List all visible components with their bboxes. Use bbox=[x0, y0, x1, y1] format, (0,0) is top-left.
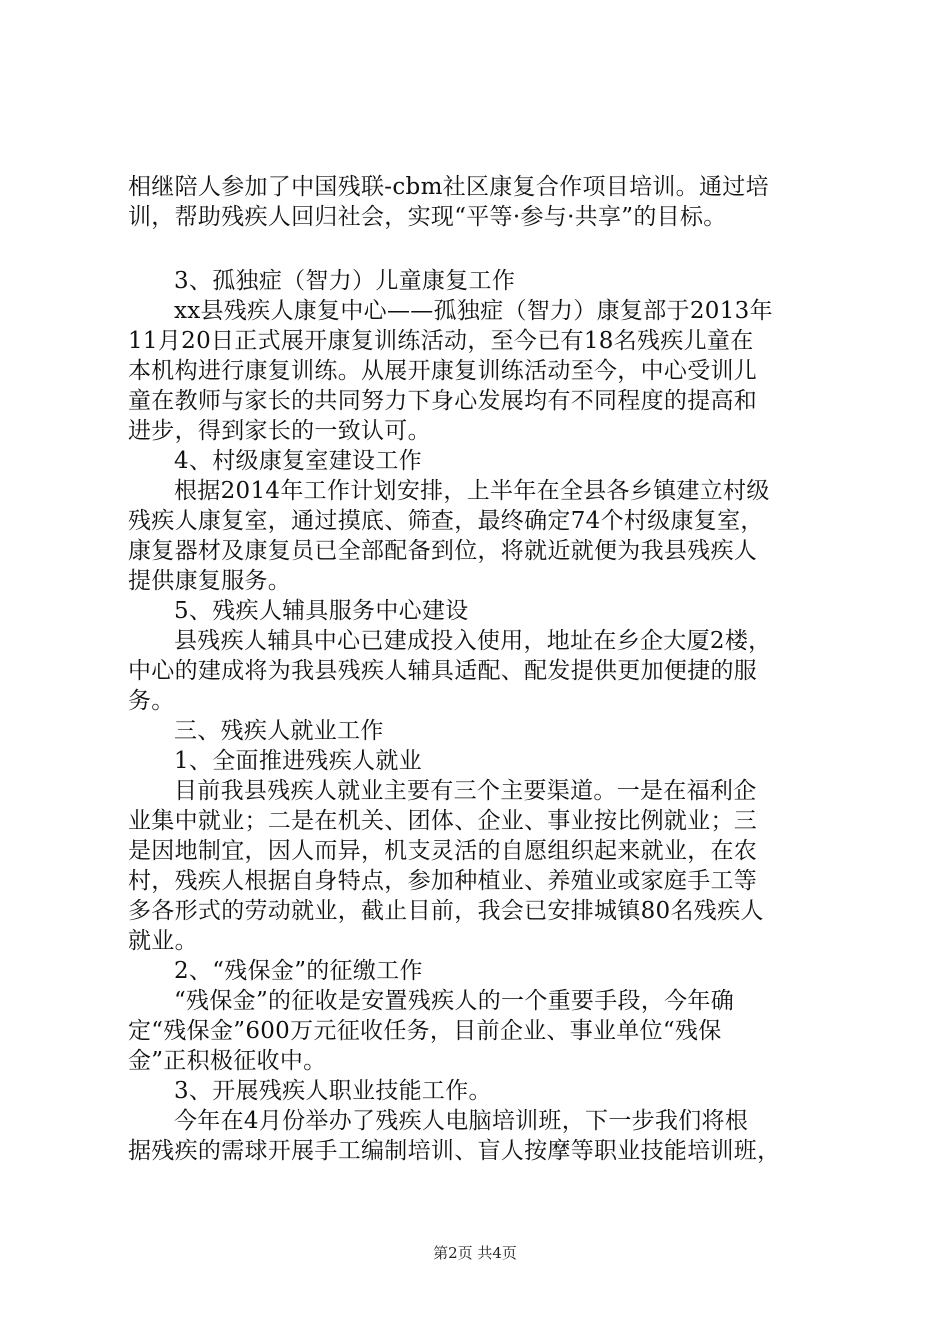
text-line: 今年在4月份举办了残疾人电脑培训班，下一步我们将根 bbox=[174, 1108, 749, 1134]
section-heading: 三、残疾人就业工作 bbox=[174, 718, 384, 744]
text-line: 提供康复服务。 bbox=[128, 568, 292, 594]
text-line: 是因地制宜，因人而异，机支灵活的自愿组织起来就业，在农 bbox=[128, 838, 758, 864]
text-line: 就业。 bbox=[128, 928, 198, 954]
section-heading: 4、村级康复室建设工作 bbox=[174, 448, 422, 474]
text-line: 目前我县残疾人就业主要有三个主要渠道。一是在福利企 bbox=[174, 778, 757, 804]
text-line: 根据2014年工作计划安排，上半年在全县各乡镇建立村级 bbox=[174, 478, 770, 504]
page-footer: 第2页 共4页 bbox=[433, 1244, 517, 1262]
section-heading: 3、开展残疾人职业技能工作。 bbox=[174, 1078, 492, 1104]
text-line: 残疾人康复室，通过摸底、筛查，最终确定74个村级康复室， bbox=[128, 508, 764, 534]
section-heading: 3、孤独症（智力）儿童康复工作 bbox=[174, 268, 516, 294]
text-line: 多各形式的劳动就业，截止目前，我会已安排城镇80名残疾人 bbox=[128, 898, 764, 924]
section-heading: 2、“残保金”的征缴工作 bbox=[174, 958, 423, 984]
text-line: 11月20日正式展开康复训练活动，至今已有18名残疾儿童在 bbox=[128, 328, 754, 354]
text-line: 据残疾的需球开展手工编制培训、盲人按摩等职业技能培训班， bbox=[128, 1138, 781, 1164]
text-line: 童在教师与家长的共同努力下身心发展均有不同程度的提高和 bbox=[128, 388, 758, 414]
text-line: 金”正积极征收中。 bbox=[128, 1048, 327, 1074]
paragraph-gap bbox=[128, 232, 828, 266]
text-line: 本机构进行康复训练。从展开康复训练活动至今，中心受训儿 bbox=[128, 358, 758, 384]
text-line: 训，帮助残疾人回归社会，实现“平等·参与·共享”的目标。 bbox=[128, 204, 727, 230]
text-line: “残保金”的征收是安置残疾人的一个重要手段，今年确 bbox=[174, 988, 735, 1014]
text-line: 中心的建成将为我县残疾人辅具适配、配发提供更加便捷的服 bbox=[128, 658, 758, 684]
text-line: 务。 bbox=[128, 688, 175, 714]
section-heading: 1、全面推进残疾人就业 bbox=[174, 748, 422, 774]
section-heading: 5、残疾人辅具服务中心建设 bbox=[174, 598, 469, 624]
text-line: 村，残疾人根据自身特点，参加种植业、养殖业或家庭手工等 bbox=[128, 868, 758, 894]
text-line: xx县残疾人康复中心——孤独症（智力）康复部于2013年 bbox=[174, 298, 773, 324]
text-line: 进步，得到家长的一致认可。 bbox=[128, 418, 431, 444]
text-line: 县残疾人辅具中心已建成投入使用，地址在乡企大厦2楼， bbox=[174, 628, 772, 654]
document-body bbox=[128, 172, 828, 1166]
text-line: 定“残保金”600万元征收任务，目前企业、事业单位“残保 bbox=[128, 1018, 722, 1044]
text-line: 相继陪人参加了中国残联-cbm社区康复合作项目培训。通过培 bbox=[128, 174, 769, 200]
text-line: 业集中就业；二是在机关、团体、企业、事业按比例就业；三 bbox=[128, 808, 758, 834]
text-line: 康复器材及康复员已全部配备到位，将就近就便为我县残疾人 bbox=[128, 538, 758, 564]
